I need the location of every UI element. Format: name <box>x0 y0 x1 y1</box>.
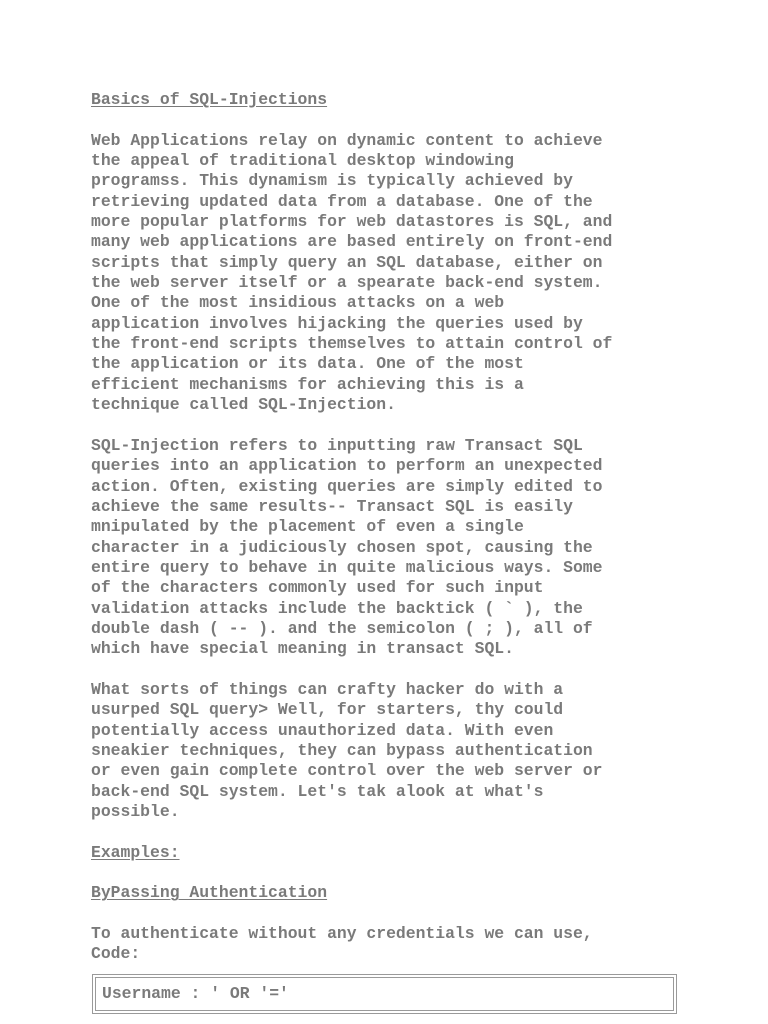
document-body <box>91 90 691 965</box>
text-line: the application or its data. One of the most <box>91 354 524 374</box>
paragraph-possibilities <box>91 680 691 822</box>
text-line: usurped SQL query> Well, for starters, thy could <box>91 700 564 720</box>
text-line: technique called SQL-Injection. <box>91 395 396 415</box>
code-label: Code: <box>91 944 141 964</box>
text-line: many web applications are based entirely on front-end <box>91 232 613 252</box>
text-line: more popular platforms for web datastores is SQL, and <box>91 212 613 232</box>
text-line: application involves hijacking the queries used by <box>91 313 583 333</box>
text-line: achieve the same results-- Transact SQL is easily <box>91 496 573 516</box>
text-line: action. Often, existing queries are simply edited to <box>91 476 603 496</box>
text-line: What sorts of things can crafty hacker do with a <box>91 679 564 699</box>
text-line: efficient mechanisms for achieving this is a <box>91 374 524 394</box>
spacer <box>91 110 691 130</box>
document-title: Basics of SQL-Injections <box>91 90 328 109</box>
bypass-auth-heading: ByPassing Authentication <box>91 883 328 903</box>
text-line: queries into an application to perform an unexpected <box>91 456 603 476</box>
text-line: which have special meaning in transact SQL. <box>91 639 514 659</box>
text-line: of the characters commonly used for such input <box>91 578 544 598</box>
text-line: the web server itself or a spearate back-end system. <box>91 273 603 293</box>
paragraph-auth <box>91 924 691 965</box>
text-line: or even gain complete control over the web server or <box>91 761 603 781</box>
spacer <box>91 822 691 842</box>
text-line: To authenticate without any credentials we can use, <box>91 924 593 944</box>
spacer <box>91 416 691 436</box>
text-line: the appeal of traditional desktop windowing <box>91 151 514 171</box>
text-line: One of the most insidious attacks on a web <box>91 293 505 313</box>
paragraph-intro <box>91 131 691 416</box>
text-line: character in a judiciously chosen spot, causing the <box>91 537 593 557</box>
text-line: mnipulated by the placement of even a single <box>91 517 524 537</box>
code-text: Username : ' OR '=' <box>95 977 674 1011</box>
text-line: sneakier techniques, they can bypass authentication <box>91 741 593 760</box>
text-line: the front-end scripts themselves to attain control of <box>91 334 613 354</box>
examples-heading: Examples: <box>91 842 180 862</box>
text-line: Web Applications relay on dynamic content to achieve <box>91 130 603 150</box>
text-line: entire query to behave in quite malicious ways. Some <box>91 557 603 577</box>
spacer <box>91 904 691 924</box>
text-line: programss. This dynamism is typically achieved by <box>91 171 573 191</box>
spacer <box>91 660 691 680</box>
text-line: back-end SQL system. Let's tak alook at what's <box>91 781 544 801</box>
text-line: double dash ( -- ). and the semicolon ( ; ), all of <box>91 618 593 638</box>
text-line: possible. <box>91 802 180 822</box>
text-line: potentially access unauthorized data. With even <box>91 720 554 740</box>
spacer <box>91 863 691 883</box>
code-block <box>92 974 677 1014</box>
text-line: retrieving updated data from a database. One of the <box>91 191 593 211</box>
text-line: SQL-Injection refers to inputting raw Transact SQL <box>91 435 583 455</box>
text-line: validation attacks include the backtick ( ` ), the <box>91 598 583 618</box>
paragraph-definition <box>91 436 691 660</box>
text-line: scripts that simply query an SQL database, either on <box>91 252 603 272</box>
